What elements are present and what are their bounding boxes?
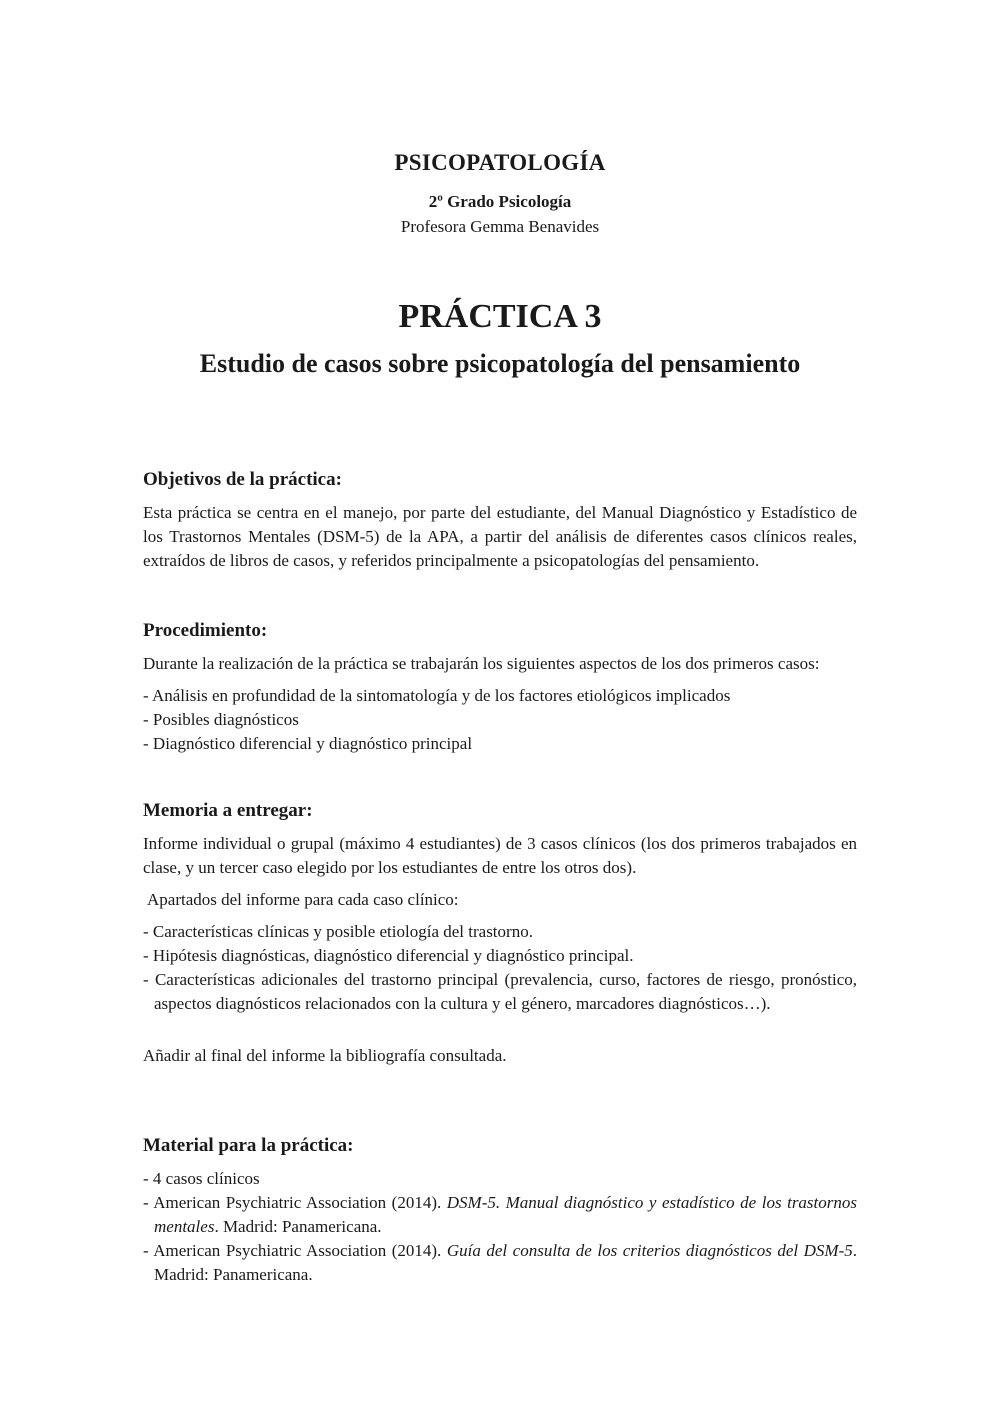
procedure-section <box>143 618 857 756</box>
practice-title: PRÁCTICA 3 <box>398 298 602 335</box>
report-sections-label: Apartados del informe para cada caso clínico: <box>147 890 459 909</box>
procedure-list <box>143 684 857 756</box>
objectives-heading: Objetivos de la práctica: <box>143 469 342 490</box>
practice-subtitle: Estudio de casos sobre psicopatología del pensamiento <box>199 349 801 378</box>
reference-item <box>143 1191 857 1239</box>
list-item: - Características adicionales del trastorno principal (prevalencia, curso, factores de riesgo, pronóstico, aspectos diagnósticos relacionados con la cultura y el género, marcadores diagnósticos…). <box>143 968 857 1016</box>
list-item: - Características clínicas y posible etiología del trastorno. <box>143 920 857 944</box>
report-closing: Añadir al final del informe la bibliografía consultada. <box>143 1046 507 1065</box>
reference-item <box>143 1239 857 1287</box>
objectives-section <box>143 467 857 573</box>
reference-author: American Psychiatric Association (2014). <box>153 1193 447 1212</box>
reference-title: DSM-5. Manual diagnóstico y estadístico de los trastornos mentales <box>154 1193 857 1236</box>
material-list <box>143 1167 857 1287</box>
report-intro: Informe individual o grupal (máximo 4 estudiantes) de 3 casos clínicos (los dos primeros trabajados en clase, y un tercer caso elegido por los estudiantes de entre los otros dos). <box>143 834 857 877</box>
reference-title: Guía del consulta de los criterios diagnósticos del DSM-5 <box>446 1241 853 1260</box>
objectives-text: Esta práctica se centra en el manejo, por parte del estudiante, del Manual Diagnóstico y Estadístico de los Trastornos Mentales (DSM-5) de la APA, a partir del análisis de diferentes casos clínicos reales, extraídos de libros de casos, y referidos principalmente a psicopatologías del pensamiento. <box>143 503 857 570</box>
report-list <box>143 920 857 1016</box>
reference-author: American Psychiatric Association (2014). <box>153 1241 447 1260</box>
report-section <box>143 798 857 1068</box>
list-item: - Hipótesis diagnósticas, diagnóstico diferencial y diagnóstico principal. <box>143 944 857 968</box>
list-item: - Análisis en profundidad de la sintomatología y de los factores etiológicos implicados <box>143 684 857 708</box>
reference-publisher: . Madrid: Panamericana. <box>154 1241 857 1284</box>
list-item: - Posibles diagnósticos <box>143 708 857 732</box>
material-section <box>143 1133 857 1287</box>
reference-publisher: . Madrid: Panamericana. <box>214 1217 382 1236</box>
material-heading: Material para la práctica: <box>143 1135 354 1156</box>
list-item: - 4 casos clínicos <box>143 1167 857 1191</box>
report-heading: Memoria a entregar: <box>143 800 313 821</box>
course-grade: 2º Grado Psicología <box>428 192 572 211</box>
course-professor: Profesora Gemma Benavides <box>400 217 600 236</box>
list-item: - Diagnóstico diferencial y diagnóstico principal <box>143 732 857 756</box>
course-title: PSICOPATOLOGÍA <box>394 150 606 175</box>
procedure-intro: Durante la realización de la práctica se trabajarán los siguientes aspectos de los dos primeros casos: <box>143 654 820 673</box>
procedure-heading: Procedimiento: <box>143 620 268 641</box>
